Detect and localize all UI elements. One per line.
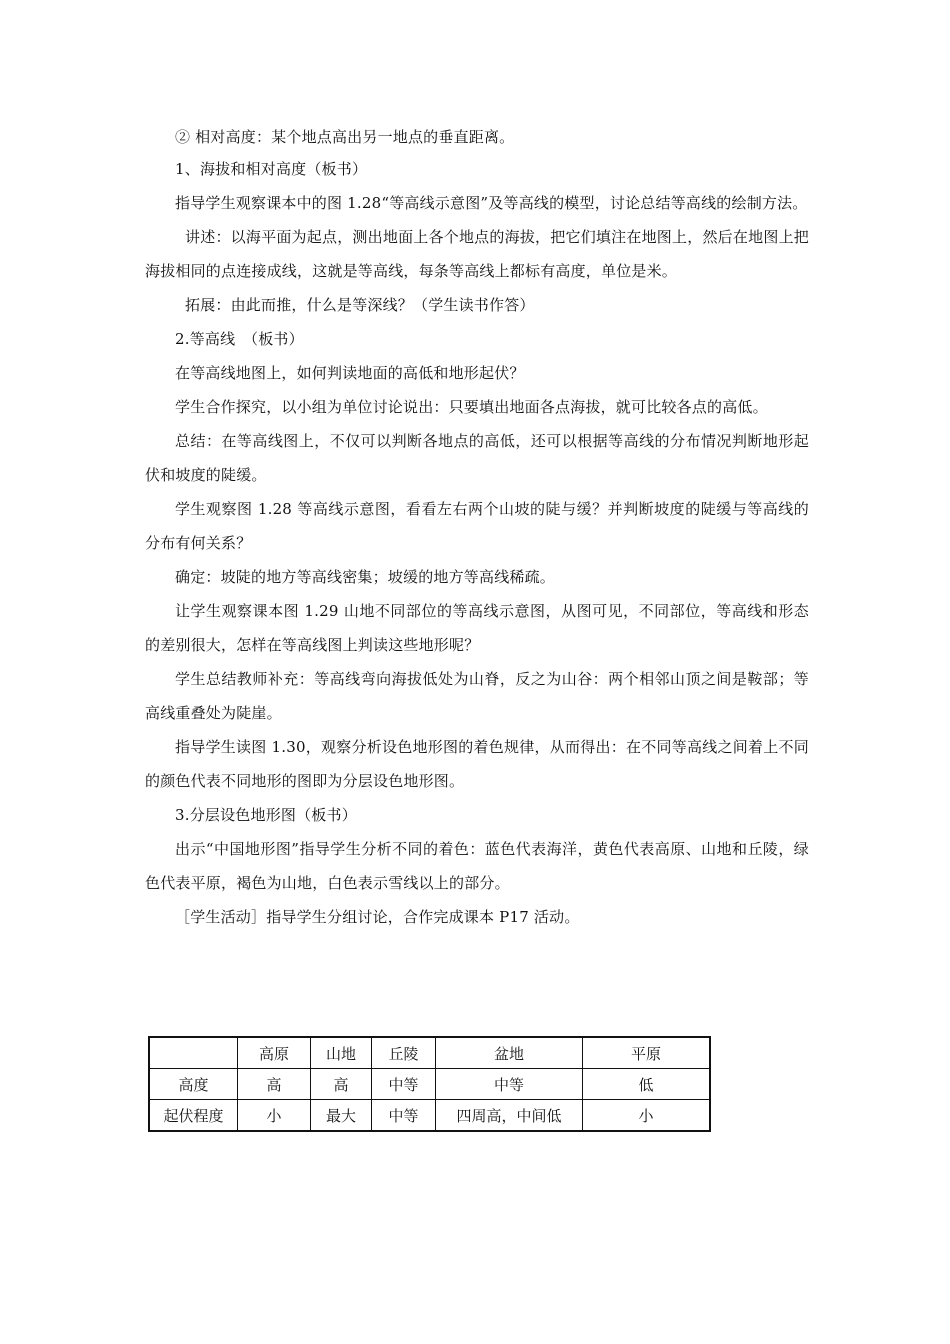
table-cell: 低 [583,1069,711,1100]
paragraph-extension: 拓展：由此而推，什么是等深线？（学生读书作答） [185,296,535,314]
table-cell: 小 [238,1100,311,1132]
table-header-cell: 山地 [311,1037,372,1069]
table-cell: 中等 [372,1100,436,1132]
table-row [149,1100,710,1132]
paragraph-student-inquiry: 学生合作探究，以小组为单位讨论说出：只要填出地面各点海拔，就可比较各点的高低。 [175,398,768,416]
table-row-label: 高度 [149,1069,238,1100]
heading-altitude-relative-height: 1、海拔和相对高度（板书） [175,160,368,178]
paragraph-guide-observe-figure: 指导学生观察课本中的图 1.28“等高线示意图”及等高线的模型，讨论总结等高线的绘制方法。 [175,194,808,212]
table-header-cell: 丘陵 [372,1037,436,1069]
paragraph-teacher-supplement: 学生总结教师补充：等高线弯向海拔低处为山脊，反之为山谷：两个相邻山顶之间是鞍部；等高线重叠处为陡崖。 [145,670,809,722]
table-cell: 四周高，中间低 [436,1100,583,1132]
paragraph-student-activity: ［学生活动］指导学生分组讨论，合作完成课本 P17 活动。 [175,908,580,926]
heading-layered-color-map: 3.分层设色地形图（板书） [175,806,357,824]
table-header-row [149,1037,710,1069]
table-header-cell: 平原 [583,1037,711,1069]
table-cell: 中等 [436,1069,583,1100]
table-header-cell [149,1037,238,1069]
table-cell: 高 [238,1069,311,1100]
table-cell: 最大 [311,1100,372,1132]
paragraph-mountain-parts: 让学生观察课本图 1.29 山地不同部位的等高线示意图，从图可见，不同部位，等高线和形态的差别很大，怎样在等高线图上判读这些地形呢？ [145,602,809,654]
table-header-cell: 盆地 [436,1037,583,1069]
paragraph-summary: 总结：在等高线图上，不仅可以判断各地点的高低，还可以根据等高线的分布情况判断地形起伏和坡度的陡缓。 [145,432,809,484]
heading-contour-lines: 2.等高线 （板书） [175,330,304,348]
terrain-comparison-table [148,1036,711,1132]
paragraph-relative-height: ② 相对高度：某个地点高出另一地点的垂直距离。 [175,128,515,146]
table-row [149,1069,710,1100]
table-row-label: 起伏程度 [149,1100,238,1132]
table-cell: 高 [311,1069,372,1100]
table-cell: 中等 [372,1069,436,1100]
paragraph-layered-color-rule: 指导学生读图 1.30，观察分析设色地形图的着色规律，从而得出：在不同等高线之间着上不同的颜色代表不同地形的图即为分层设色地形图。 [145,738,809,790]
table-header-cell: 高原 [238,1037,311,1069]
paragraph-narration: 讲述：以海平面为起点，测出地面上各个地点的海拔，把它们填注在地图上，然后在地图上把海拔相同的点连接成线，这就是等高线，每条等高线上都标有高度，单位是米。 [145,228,809,280]
paragraph-question-reading-contours: 在等高线地图上，如何判读地面的高低和地形起伏？ [175,364,525,382]
paragraph-observe-slopes: 学生观察图 1.28 等高线示意图，看看左右两个山坡的陡与缓？并判断坡度的陡缓与等高线的分布有何关系？ [145,500,809,552]
paragraph-china-terrain-map: 出示“中国地形图”指导学生分析不同的着色：蓝色代表海洋，黄色代表高原、山地和丘陵，绿色代表平原，褐色为山地，白色表示雪线以上的部分。 [145,840,809,892]
paragraph-conclusion: 确定：坡陡的地方等高线密集；坡缓的地方等高线稀疏。 [175,568,556,586]
lesson-text [145,122,809,934]
table-cell: 小 [583,1100,711,1132]
